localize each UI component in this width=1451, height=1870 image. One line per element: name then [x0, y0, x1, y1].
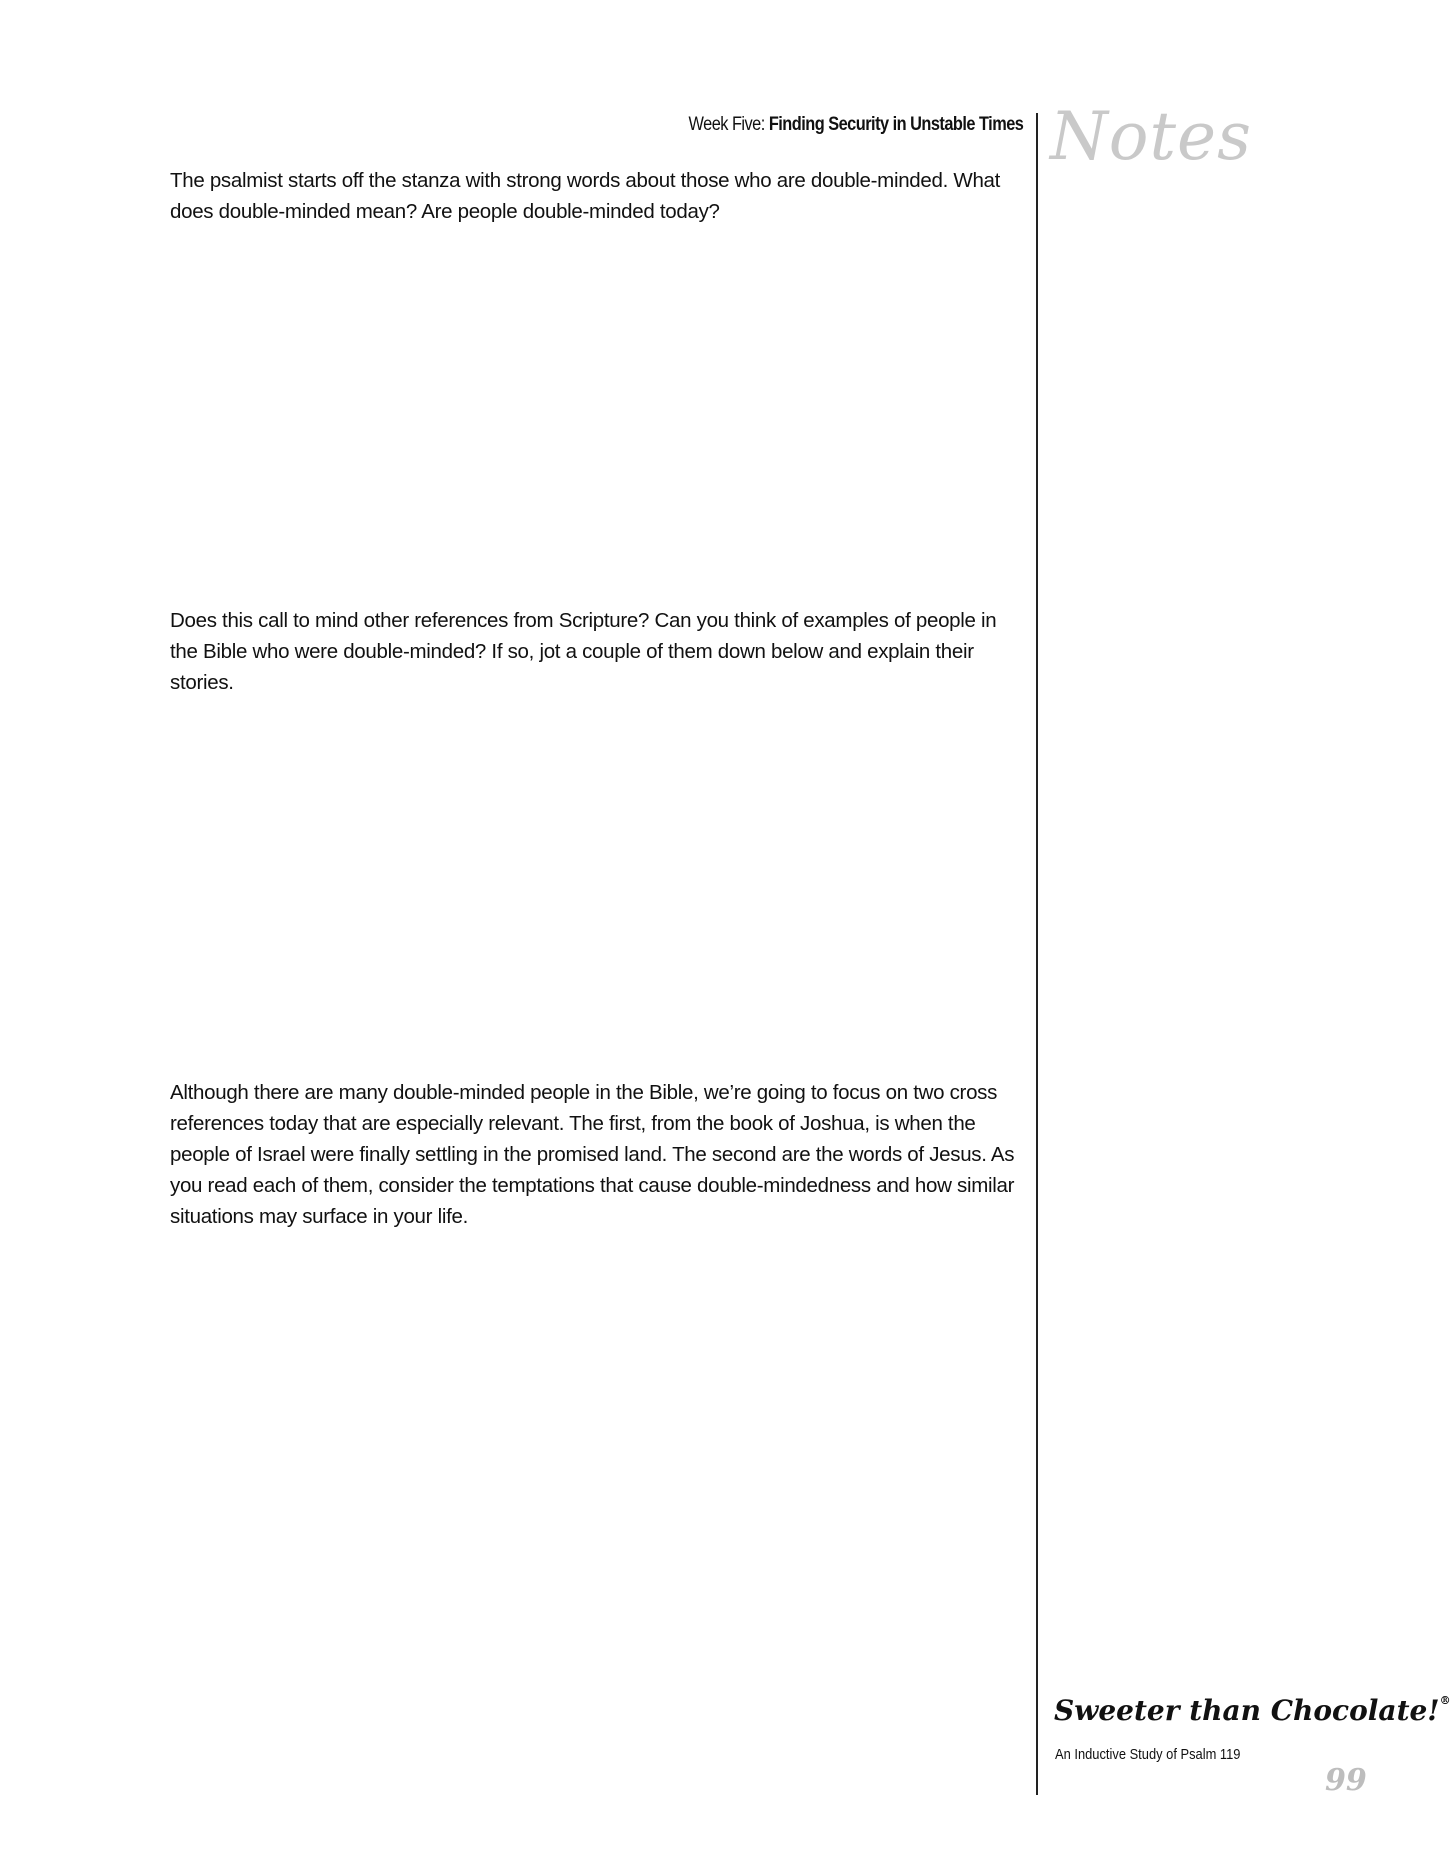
week-label: Week Five: [688, 114, 765, 135]
chapter-title: Finding Security in Unstable Times [768, 114, 1023, 135]
registered-mark: ® [1439, 1694, 1451, 1707]
notes-heading: Notes [1050, 98, 1252, 175]
running-header [688, 114, 1023, 136]
page-number: 99 [1325, 1763, 1367, 1798]
brand-title: Sweeter than Chocolate! [1054, 1694, 1440, 1727]
body-paragraph-3: Although there are many double-minded people in the Bible, we’re going to focus on two cross references today that are especially relevant. The first, from the book of Joshua, is when the people of Israel were finally settling in the promised land. The second are the words of Jesus. As you read each of them, consider the temptations that cause double-mindedness and how similar situations may surface in your life. [170, 1081, 1015, 1228]
question-paragraph-2: Does this call to mind other references from Scripture? Can you think of examples of people in the Bible who were double-minded? If so, jot a couple of them down below and explain their stories. [170, 609, 997, 694]
notes-column-divider [1036, 113, 1038, 1795]
book-brand [1054, 1694, 1451, 1727]
question-paragraph-1: The psalmist starts off the stanza with strong words about those who are double-minded. What does double-minded mean? Are people double-minded today? [170, 169, 1001, 223]
book-subtitle: An Inductive Study of Psalm 119 [1055, 1746, 1241, 1763]
